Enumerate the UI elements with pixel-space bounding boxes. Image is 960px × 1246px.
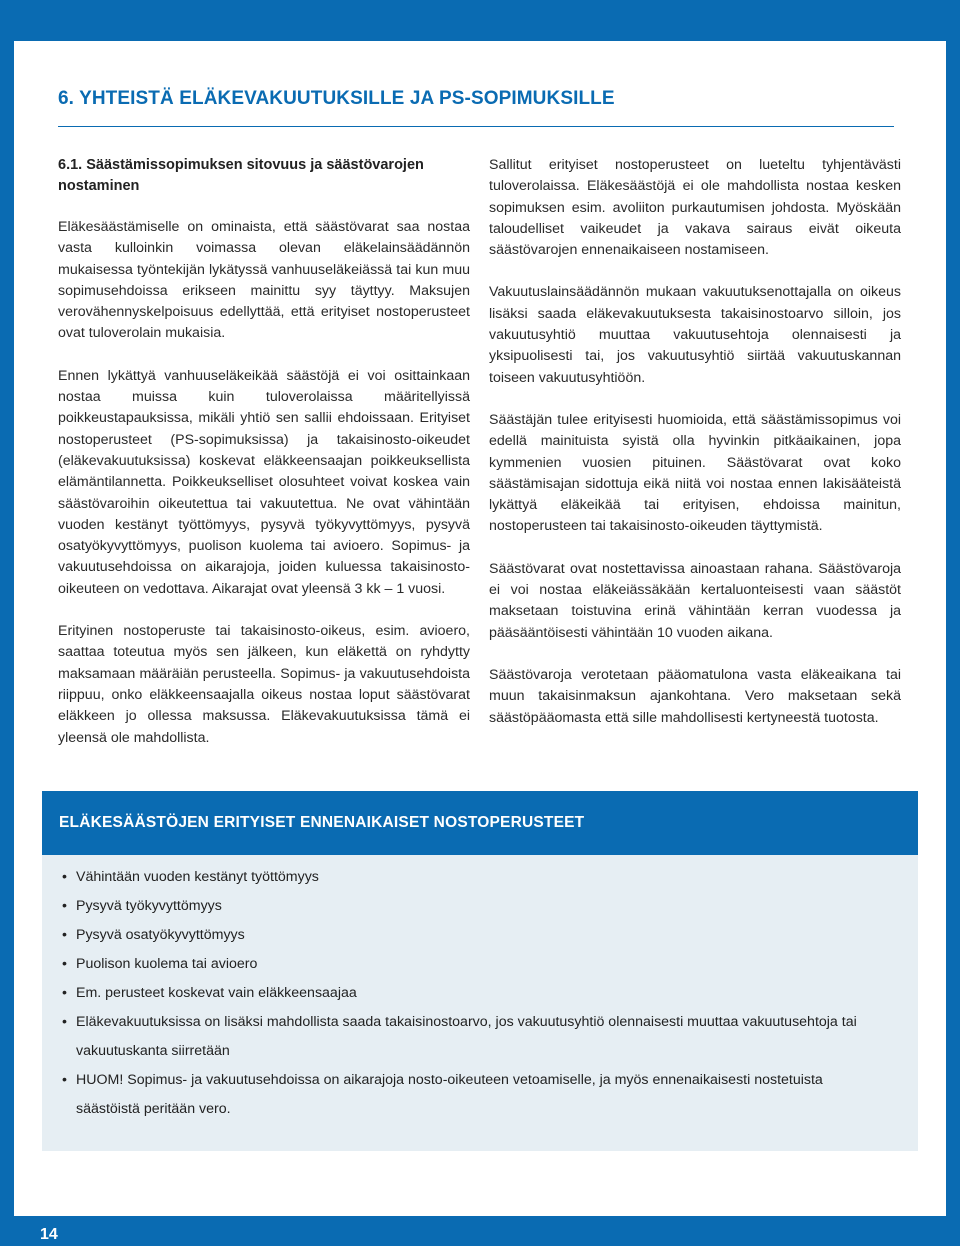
list-item-text: Pysyvä osatyökyvyttömyys <box>76 927 245 943</box>
list-item-text: Vähintään vuoden kestänyt työttömyys <box>76 869 319 885</box>
chapter-title: 6. YHTEISTÄ ELÄKEVAKUUTUKSILLE JA PS-SOPIMUKSILLE <box>58 88 615 109</box>
top-frame <box>0 0 960 41</box>
list-item-text: Pysyvä työkyvyttömyys <box>76 898 222 914</box>
list-item <box>62 921 890 950</box>
bullet-icon: • <box>62 869 67 885</box>
list-item-text: Puolison kuolema tai avioero <box>76 956 258 972</box>
bullet-icon: • <box>62 1072 67 1088</box>
page-number: 14 <box>40 1226 58 1243</box>
bullet-icon: • <box>62 956 67 972</box>
bullet-icon: • <box>62 898 67 914</box>
left-frame <box>0 0 14 1246</box>
bullet-icon: • <box>62 985 67 1001</box>
bullet-icon: • <box>62 927 67 943</box>
left-paragraph: Erityinen nostoperuste tai takaisinosto-oikeus, esim. avioero, saattaa toteutua myös sen jälkeen, kun eläkettä on ryhdytty maksamaan määräiän perusteella. Sopimus- ja vakuutusehdoista riippuu, onko eläkkeensaajalla oikeus nostaa loput säästövarat eläkkeen jo ollessa maksussa. Eläkevakuutuksissa tämä ei yleensä ole mahdollista. <box>58 623 470 746</box>
right-paragraph: Säästövaroja verotetaan pääomatulona vasta eläkeaikana tai muun takaisinmaksun ajankohtana. Vero maksetaan sekä säästöpääomasta että sille mahdollisesti kertyneestä tuotosta. <box>489 666 901 726</box>
list-item <box>62 979 890 1008</box>
right-column <box>489 155 901 750</box>
left-paragraph: Eläkesäästämiselle on ominaista, että säästövarat saa nostaa vasta kulloinkin voimassa olevan eläkelainsäädännön mukaisessa työntekijän lykätyssä vanhuuseläkeiässä tai kun muu sopimusehdoissa erikseen mainittu syy täyttyy. Maksujen verovähennyskelpoisuus edellyttää, että erityiset nostoperusteet ovat tuloverolain mukaisia. <box>58 219 470 342</box>
list-item-text: HUOM! Sopimus- ja vakuutusehdoissa on aikarajoja nosto-oikeuteen vetoamiselle, ja myös ennenaikaisesti nostetuista säästöistä peritään vero. <box>76 1072 823 1117</box>
list-item <box>62 1066 890 1124</box>
right-frame <box>946 0 960 1246</box>
list-item <box>62 863 890 892</box>
list-item <box>62 892 890 921</box>
right-paragraph: Sallitut erityiset nostoperusteet on lueteltu tyhjentävästi tuloverolaissa. Eläkesäästöjä ei ole mahdollista nostaa kesken sopimuksen esim. avoliiton purkautumisen johdosta. Myöskään taloudelliset vaikeudet ja vakava sairaus eivät oikeuta säästövarojen ennenaikaiseen nostamiseen. <box>489 157 901 259</box>
info-box-list <box>42 863 918 1124</box>
info-box <box>42 791 918 1151</box>
right-paragraph: Säästövarat ovat nostettavissa ainoastaan rahana. Säästövaroja ei voi nostaa eläkeiässäkään kertaluonteisesti vaan säästöt maksetaan toistuvina erinä vähintään kerran vuodessa ja pääsääntöisesti vähintään 10 vuoden aikana. <box>489 560 901 641</box>
title-divider <box>58 126 894 127</box>
left-column <box>58 155 470 770</box>
right-paragraph: Säästäjän tulee erityisesti huomioida, että säästämissopimus voi edellä mainituista syistä olla hyvinkin pitkäaikainen, jopa kymmenien vuosien pituinen. Säästövarat ovat koko säästämisajan sidottuja eikä niitä voi nostaa ennen lakisääteistä lykättyä eläkeikää tai erityisen, ehdoissa mainitun, nostoperusteen tai takaisinosto-oikeuden täyttymistä. <box>489 411 901 535</box>
left-paragraph: Ennen lykättyä vanhuuseläkeikää säästöjä ei voi osittainkaan nostaa muissa kuin tuloverolaissa määritellyissä poikkeustapauksissa, mikäli yhtiö sen sallii ehdoissaan. Erityiset nostoperusteet (PS-sopimuksissa) ja takaisinosto-oikeudet (eläkevakuutuksissa) koskevat eläkkeensaajan poikkeuksellista elämäntilannetta. Poikkeukselliset olosuhteet voivat koskea vain säästövaroihin oikeutettua tai vakuutettua. Ne ovat vähintään vuoden kestänyt työttömyys, pysyvä työkyvyttömyys, pysyvä osatyökyvyttömyys, puolison kuolema tai avioero. Sopimus- ja vakuutusehdoissa on aikarajoja, joiden kuluessa takaisinosto-oikeuteen on vedottava. Aikarajat ovat yleensä 3 kk – 1 vuosi. <box>58 367 470 597</box>
list-item <box>62 950 890 979</box>
list-item <box>62 1008 890 1066</box>
section-title: 6.1. Säästämissopimuksen sitovuus ja säästövarojen nostaminen <box>58 157 424 194</box>
bullet-icon: • <box>62 1014 67 1030</box>
list-item-text: Em. perusteet koskevat vain eläkkeensaajaa <box>76 985 357 1001</box>
info-box-title: ELÄKESÄÄSTÖJEN ERITYISET ENNENAIKAISET NOSTOPERUSTEET <box>42 791 918 855</box>
list-item-text: Eläkevakuutuksissa on lisäksi mahdollista saada takaisinostoarvo, jos vakuutusyhtiö olennaisesti muuttaa vakuutusehtoja tai vakuutuskanta siirretään <box>76 1014 857 1059</box>
bottom-frame <box>0 1216 960 1246</box>
right-paragraph: Vakuutuslainsäädännön mukaan vakuutuksenottajalla on oikeus lisäksi saada eläkevakuutuksesta takaisinostoarvo silloin, jos vakuutusyhtiö muuttaa vakuutusehtoja olennaisesti ja yksipuolisesti tai, jos vakuutusyhtiö siirtää vakuutuskannan toiseen vakuutusyhtiöön. <box>489 284 901 386</box>
